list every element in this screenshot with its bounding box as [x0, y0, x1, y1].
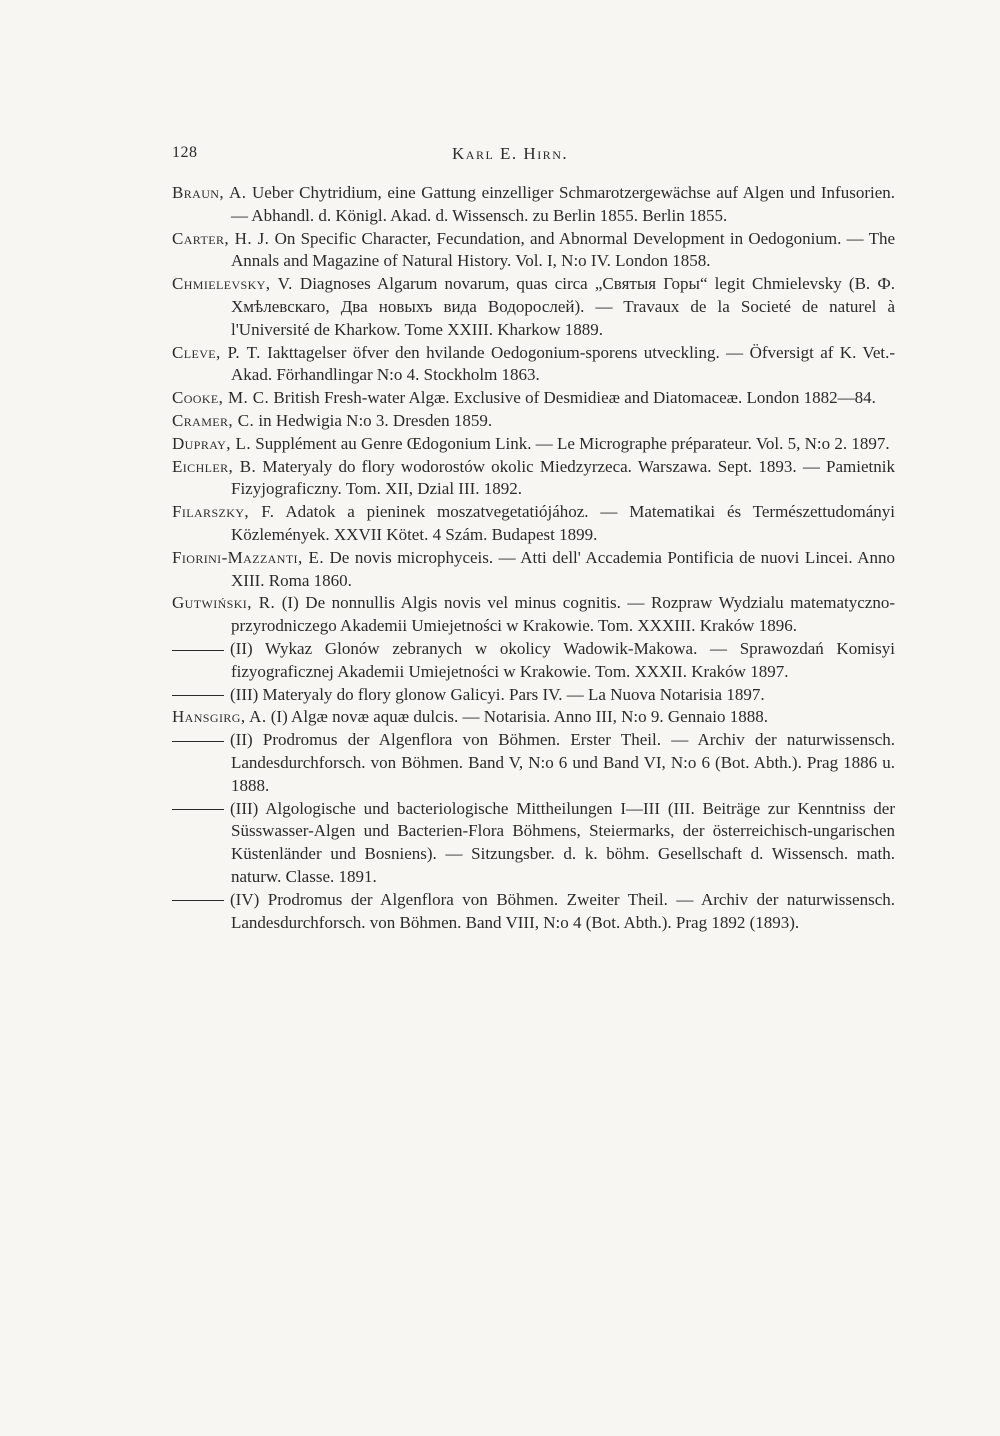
bibliography-list — [172, 182, 895, 934]
bibliography-entry — [172, 228, 895, 274]
entry-text: Ueber Chytridium, eine Gattung einzelliger Schmarotzergewächse auf Algen und Infusorien. — Abhandl. d. Königl. Akad. d. Wissensch. zu Berlin 1855. Berlin 1855. — [231, 183, 896, 225]
entry-text: (III) Materyaly do flory glonow Galicyi. Pars IV. — La Nuova Notarisia 1897. — [230, 684, 765, 704]
bibliography-entry — [172, 182, 895, 228]
ditto-dash — [172, 741, 224, 742]
bibliography-entry — [172, 342, 895, 388]
page-header — [172, 144, 895, 170]
entry-author: Cooke, M. C. — [172, 388, 270, 408]
entry-text: (II) Prodromus der Algenflora von Böhmen. Erster Theil. — Archiv der naturwissensch. Landesdurchforsch. von Böhmen. Band V, N:o 6 und Band VI, N:o 6 (Bot. Abth.). Prag 1886 u. 1888. — [230, 730, 895, 795]
entry-text: (III) Algologische und bacteriologische Mittheilungen I—III (III. Beiträge zur Kenntniss der Süsswasser-Algen und Bacterien-Flora Böhmens, Steiermarks, der österreichisch-ungarischen Küstenländer und Bosniens). — Sitzungsber. d. k. böhm. Gesellschaft d. Wissensch. math. naturw. Classe. 1891. — [230, 798, 895, 886]
entry-text: On Specific Character, Fecundation, and Abnormal Development in Oedogonium. — The Annals and Magazine of Natural History. Vol. I, N:o IV. London 1858. — [231, 228, 895, 271]
bibliography-entry — [172, 638, 895, 684]
entry-text: (IV) Prodromus der Algenflora von Böhmen. Zweiter Theil. — Archiv der naturwissensch. Landesdurchforsch. von Böhmen. Band VIII, N:o 4 (Bot. Abth.). Prag 1892 (1893). — [230, 889, 895, 932]
bibliography-entry — [172, 410, 895, 433]
bibliography-entry — [172, 501, 895, 547]
ditto-dash — [172, 809, 224, 810]
running-head: Karl E. Hirn. — [452, 144, 569, 163]
entry-author: Cleve, P. T. — [172, 342, 261, 362]
bibliography-entry — [172, 456, 895, 502]
entry-text: Diagnoses Algarum novarum, quas circa „Святыя Горы“ legit Chmielevsky (В. Ф. Хмѣлевскаго, Два новыхъ вида Водорослей). — Travaux de la Societé de naturel à l'Université de Kharkow. Tome XXIII. Kharkow 1889. — [231, 274, 895, 339]
entry-author: Carter, H. J. — [172, 228, 270, 248]
entry-author: Chmielevsky, V. — [172, 274, 293, 294]
entry-author: Dupray, L. — [172, 433, 251, 453]
entry-text: De novis microphyceis. — Atti dell' Accademia Pontificia de nuovi Lincei. Anno XIII. Roma 1860. — [231, 547, 895, 590]
entry-text: British Fresh-water Algæ. Exclusive of Desmidieæ and Diatomaceæ. London 1882—84. — [269, 388, 876, 408]
entry-author: Braun, A. — [172, 183, 247, 202]
entry-text: Materyaly do flory wodorostów okolic Miedzyrzeca. Warszawa. Sept. 1893. — Pamietnik Fizyjograficzny. Tom. XII, Dzial III. 1892. — [231, 456, 895, 499]
entry-author: Eichler, B. — [172, 456, 257, 476]
entry-author: Gutwiński, R. — [172, 593, 276, 613]
bibliography-entry — [172, 684, 895, 707]
bibliography-entry — [172, 798, 895, 889]
bibliography-entry — [172, 889, 895, 935]
entry-author: Fiorini-Mazzanti, E. — [172, 547, 324, 567]
bibliography-entry — [172, 433, 895, 456]
entry-author: Cramer, C. — [172, 410, 255, 430]
bibliography-entry — [172, 729, 895, 797]
page-number: 128 — [172, 144, 198, 161]
entry-text: Iakttagelser öfver den hvilande Oedogonium-sporens utveckling. — Öfversigt af K. Vet.-Akad. Förhandlingar N:o 4. Stockholm 1863. — [231, 342, 896, 385]
bibliography-entry — [172, 273, 895, 341]
ditto-dash — [172, 650, 224, 651]
entry-author: Filarszky, F. — [172, 502, 275, 522]
bibliography-entry — [172, 592, 895, 638]
bibliography-entry — [172, 547, 895, 593]
entry-text: (I) Algæ novæ aquæ dulcis. — Notarisia. Anno III, N:o 9. Gennaio 1888. — [266, 707, 768, 727]
entry-text: (I) De nonnullis Algis novis vel minus cognitis. — Rozpraw Wydzialu matematyczno-przyrodniczego Akademii Umiejetności w Krakowie. Tom. XXXIII. Kraków 1896. — [231, 593, 895, 636]
entry-text: Adatok a pieninek moszatvegetatiójához. — Matematikai és Természettudományi Közlemények. XXVII Kötet. 4 Szám. Budapest 1899. — [231, 502, 895, 544]
ditto-dash — [172, 900, 224, 901]
bibliography-entry — [172, 387, 895, 410]
entry-text: (II) Wykaz Glonów zebranych w okolicy Wadowik-Makowa. — Sprawozdań Komisyi fizyograficznej Akademii Umiejetności w Krakowie. Tom. XXXII. Kraków 1897. — [230, 638, 895, 681]
ditto-dash — [172, 695, 224, 696]
entry-text: Supplément au Genre Œdogonium Link. — Le Micrographe préparateur. Vol. 5, N:o 2. 1897. — [251, 433, 890, 453]
entry-author: Hansgirg, A. — [172, 707, 267, 727]
entry-text: in Hedwigia N:o 3. Dresden 1859. — [254, 410, 493, 430]
bibliography-entry — [172, 706, 895, 729]
